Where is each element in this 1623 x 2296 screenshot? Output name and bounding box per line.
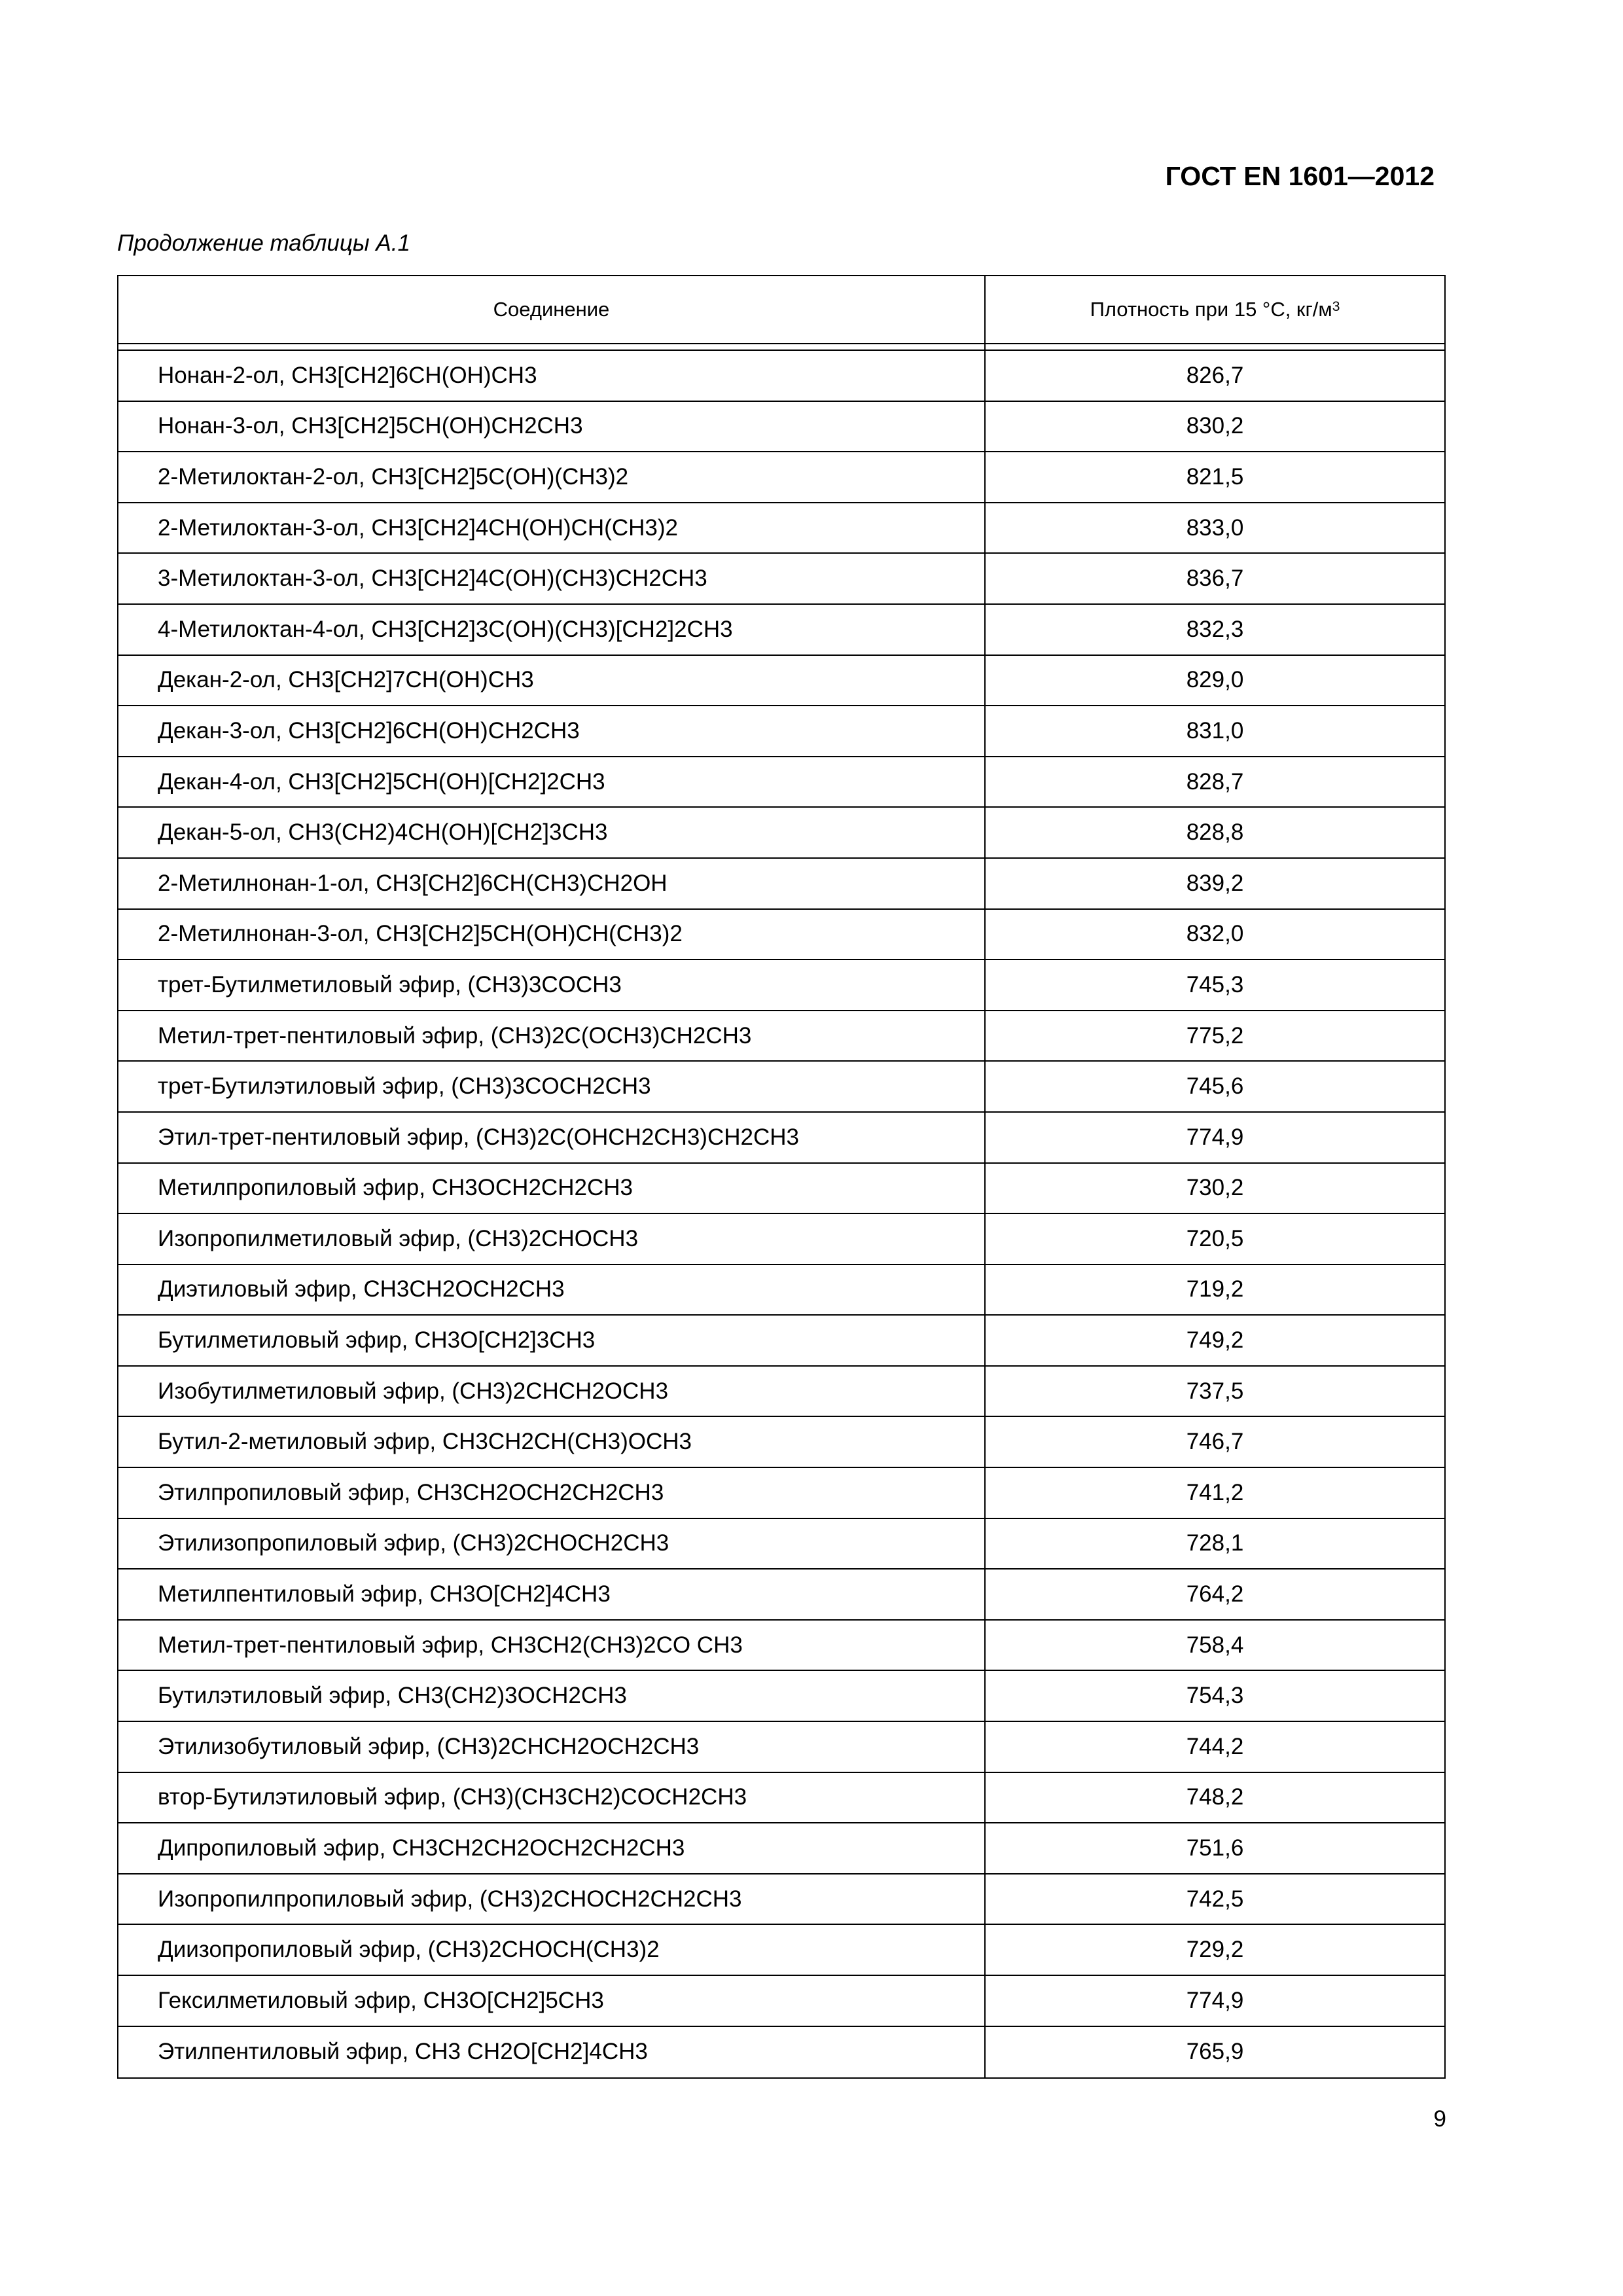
table-row xyxy=(118,1722,1444,1773)
compound-cell: Декан-5-ол, CH3(CH2)4CH(OH)[CH2]3CH3 xyxy=(118,808,986,857)
compound-cell: трет-Бутилметиловый эфир, (CH3)3COCH3 xyxy=(118,960,986,1010)
density-cell: 737,5 xyxy=(1186,1378,1244,1404)
table-row xyxy=(118,1164,1444,1215)
density-cell: 829,0 xyxy=(1186,667,1244,693)
compound-cell: Этилпропиловый эфир, CH3CH2OCH2CH2CH3 xyxy=(118,1468,986,1518)
compound-cell: Бутилметиловый эфир, CH3O[CH2]3CH3 xyxy=(118,1316,986,1365)
density-cell: 828,7 xyxy=(1186,768,1244,795)
compound-cell: Бутилэтиловый эфир, CH3(CH2)3OCH2CH3 xyxy=(118,1671,986,1721)
density-cell: 746,7 xyxy=(1186,1429,1244,1455)
table-row xyxy=(118,1062,1444,1113)
compound-cell: Метил-трет-пентиловый эфир, CH3CH2(CH3)2CO CH3 xyxy=(118,1621,986,1670)
density-cell: 749,2 xyxy=(1186,1327,1244,1354)
compound-cell: 3-Метилоктан-3-ол, CH3[CH2]4C(OH)(CH3)CH2CH3 xyxy=(118,554,986,603)
table-row xyxy=(118,1367,1444,1418)
compound-cell: Метилпропиловый эфир, CH3OCH2CH2CH3 xyxy=(118,1164,986,1213)
table-row xyxy=(118,960,1444,1011)
density-cell: 826,7 xyxy=(1186,362,1244,388)
table-row xyxy=(118,1265,1444,1316)
density-cell: 758,4 xyxy=(1186,1632,1244,1658)
table-row xyxy=(118,554,1444,605)
compound-cell: 2-Метилнонан-3-ол, CH3[CH2]5CH(OH)CH(CH3)2 xyxy=(118,910,986,960)
density-cell: 765,9 xyxy=(1186,2039,1244,2065)
table-row xyxy=(118,1468,1444,1519)
compound-cell: Нонан-2-ол, CH3[CH2]6CH(OH)CH3 xyxy=(118,351,986,401)
table-row xyxy=(118,1874,1444,1926)
compound-cell: 2-Метилоктан-2-ол, CH3[CH2]5C(OH)(CH3)2 xyxy=(118,452,986,502)
table-row xyxy=(118,351,1444,402)
density-cell: 744,2 xyxy=(1186,1733,1244,1759)
compound-cell: трет-Бутилэтиловый эфир, (CH3)3COCH2CH3 xyxy=(118,1062,986,1111)
density-cell: 741,2 xyxy=(1186,1479,1244,1505)
compound-cell: 4-Метилоктан-4-ол, CH3[CH2]3C(OH)(CH3)[CH2]2CH3 xyxy=(118,605,986,655)
compound-cell: Бутил-2-метиловый эфир, CH3CH2CH(CH3)OCH3 xyxy=(118,1417,986,1467)
density-cell: 833,0 xyxy=(1186,514,1244,541)
density-cell: 730,2 xyxy=(1186,1175,1244,1201)
density-cell: 832,3 xyxy=(1186,616,1244,642)
density-cell: 839,2 xyxy=(1186,870,1244,896)
header-density-label: Плотность при 15 °С, кг/м xyxy=(1090,298,1332,321)
table-row xyxy=(118,1976,1444,2027)
density-cell: 745,3 xyxy=(1186,971,1244,997)
header-density-sup: 3 xyxy=(1332,299,1340,314)
density-cell: 828,8 xyxy=(1186,819,1244,846)
compound-cell: Декан-3-ол, CH3[CH2]6CH(OH)CH2CH3 xyxy=(118,706,986,756)
table-caption: Продолжение таблицы А.1 xyxy=(117,230,410,256)
density-cell: 774,9 xyxy=(1186,1124,1244,1150)
table-row xyxy=(118,808,1444,859)
table-row xyxy=(118,656,1444,707)
table-row xyxy=(118,402,1444,453)
table-row xyxy=(118,2027,1444,2078)
density-cell: 836,7 xyxy=(1186,565,1244,592)
table-row xyxy=(118,1823,1444,1874)
table-row xyxy=(118,452,1444,503)
density-cell: 754,3 xyxy=(1186,1683,1244,1709)
document-code: ГОСТ EN 1601—2012 xyxy=(1165,161,1435,191)
density-cell: 764,2 xyxy=(1186,1581,1244,1607)
table-row xyxy=(118,1671,1444,1722)
table-body xyxy=(118,351,1444,2077)
density-cell: 745,6 xyxy=(1186,1073,1244,1100)
density-cell: 830,2 xyxy=(1186,413,1244,439)
compound-cell: Гексилметиловый эфир, CH3O[CH2]5CH3 xyxy=(118,1976,986,2026)
table-row xyxy=(118,910,1444,961)
table-row xyxy=(118,503,1444,554)
table-row xyxy=(118,706,1444,757)
compound-cell: 2-Метилоктан-3-ол, CH3[CH2]4CH(OH)CH(CH3)2 xyxy=(118,503,986,553)
table-row xyxy=(118,757,1444,808)
compound-cell: Дипропиловый эфир, CH3CH2CH2OCH2CH2CH3 xyxy=(118,1823,986,1873)
compound-cell: 2-Метилнонан-1-ол, CH3[CH2]6CH(CH3)CH2OH xyxy=(118,859,986,908)
table-row xyxy=(118,1316,1444,1367)
compound-cell: Изопропилпропиловый эфир, (CH3)2CHOCH2CH2CH3 xyxy=(118,1874,986,1924)
density-cell: 720,5 xyxy=(1186,1225,1244,1251)
density-cell: 729,2 xyxy=(1186,1937,1244,1963)
density-table xyxy=(117,275,1446,2079)
table-row xyxy=(118,1113,1444,1164)
density-cell: 748,2 xyxy=(1186,1784,1244,1810)
compound-cell: Метилпентиловый эфир, CH3O[CH2]4CH3 xyxy=(118,1570,986,1619)
compound-cell: Этилизопропиловый эфир, (CH3)2CHOCH2CH3 xyxy=(118,1519,986,1569)
compound-cell: Метил-трет-пентиловый эфир, (CH3)2C(OCH3)CH2CH3 xyxy=(118,1011,986,1061)
table-row xyxy=(118,1519,1444,1570)
header-separator xyxy=(118,344,1444,351)
compound-cell: Декан-2-ол, CH3[CH2]7CH(OH)CH3 xyxy=(118,656,986,706)
table-row xyxy=(118,1417,1444,1468)
table-row xyxy=(118,1570,1444,1621)
density-cell: 831,0 xyxy=(1186,717,1244,744)
table-row xyxy=(118,1773,1444,1824)
density-cell: 719,2 xyxy=(1186,1276,1244,1302)
compound-cell: Декан-4-ол, CH3[CH2]5CH(OH)[CH2]2CH3 xyxy=(118,757,986,807)
compound-cell: Нонан-3-ол, CH3[CH2]5CH(OH)CH2CH3 xyxy=(118,402,986,452)
compound-cell: Изопропилметиловый эфир, (CH3)2CHOCH3 xyxy=(118,1214,986,1264)
page-number: 9 xyxy=(1433,2106,1446,2132)
compound-cell: Этилпентиловый эфир, CH3 CH2O[CH2]4CH3 xyxy=(118,2027,986,2078)
density-cell: 742,5 xyxy=(1186,1886,1244,1912)
density-cell: 751,6 xyxy=(1186,1835,1244,1861)
header-compound: Соединение xyxy=(118,276,986,343)
density-cell: 821,5 xyxy=(1186,463,1244,490)
density-cell: 775,2 xyxy=(1186,1022,1244,1049)
table-row xyxy=(118,859,1444,910)
table-row xyxy=(118,605,1444,656)
compound-cell: Этил-трет-пентиловый эфир, (CH3)2C(OHCH2CH3)CH2CH3 xyxy=(118,1113,986,1162)
density-cell: 728,1 xyxy=(1186,1530,1244,1556)
table-header xyxy=(118,276,1444,344)
compound-cell: Диизопропиловый эфир, (CH3)2CHOCH(CH3)2 xyxy=(118,1925,986,1975)
table-row xyxy=(118,1621,1444,1672)
density-cell: 832,0 xyxy=(1186,921,1244,947)
compound-cell: Изобутилметиловый эфир, (CH3)2CHCH2OCH3 xyxy=(118,1367,986,1416)
table-row xyxy=(118,1011,1444,1062)
compound-cell: Диэтиловый эфир, CH3CH2OCH2CH3 xyxy=(118,1265,986,1315)
density-cell: 774,9 xyxy=(1186,1987,1244,2013)
compound-cell: втор-Бутилэтиловый эфир, (CH3)(CH3CH2)COCH2CH3 xyxy=(118,1773,986,1823)
table-row xyxy=(118,1214,1444,1265)
compound-cell: Этилизобутиловый эфир, (CH3)2CHCH2OCH2CH3 xyxy=(118,1722,986,1772)
table-row xyxy=(118,1925,1444,1976)
header-density xyxy=(986,276,1444,343)
